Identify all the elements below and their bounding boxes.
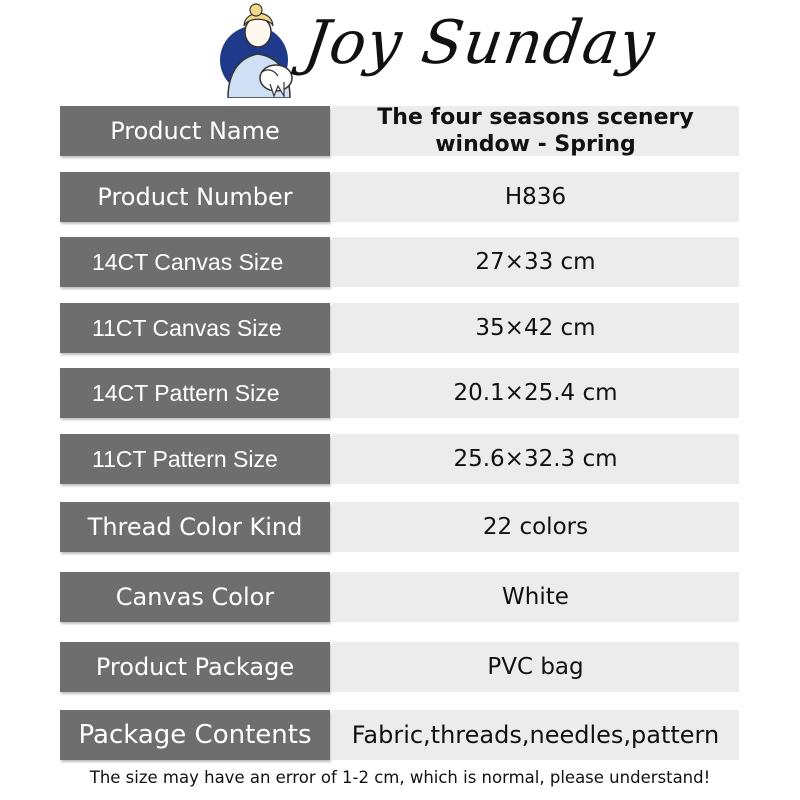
spec-label: 14CT Canvas Size: [60, 237, 330, 287]
embroidery-woman-logo-icon: [218, 2, 302, 98]
spec-row-14ct-pattern-size: [60, 368, 739, 418]
spec-value: PVC bag: [332, 642, 739, 692]
spec-row-product-number: [60, 172, 739, 222]
size-error-footnote: The size may have an error of 1-2 cm, which is normal, please understand!: [89, 768, 711, 787]
spec-value: 20.1×25.4 cm: [332, 368, 739, 418]
spec-label: Product Number: [60, 172, 330, 222]
spec-label: Thread Color Kind: [60, 502, 330, 552]
spec-value: White: [332, 572, 739, 622]
spec-label: 11CT Canvas Size: [60, 303, 330, 353]
spec-row-product-package: [60, 642, 739, 692]
spec-value: 22 colors: [332, 502, 739, 552]
spec-row-11ct-canvas-size: [60, 303, 739, 353]
spec-row-canvas-color: [60, 572, 739, 622]
spec-row-thread-color-kind: [60, 502, 739, 552]
spec-label: 14CT Pattern Size: [60, 368, 330, 418]
spec-label: Package Contents: [60, 710, 330, 760]
spec-label: Canvas Color: [60, 572, 330, 622]
spec-value: The four seasons scenery window - Spring: [332, 106, 739, 156]
spec-value: 27×33 cm: [332, 237, 739, 287]
spec-label: 11CT Pattern Size: [60, 434, 330, 484]
header: [0, 0, 800, 100]
spec-value: 35×42 cm: [332, 303, 739, 353]
spec-row-14ct-canvas-size: [60, 237, 739, 287]
spec-row-package-contents: [60, 710, 739, 760]
spec-label: Product Package: [60, 642, 330, 692]
spec-row-11ct-pattern-size: [60, 434, 739, 484]
spec-value: H836: [332, 172, 739, 222]
brand-wordmark: Joy Sunday: [300, 8, 660, 78]
spec-value: Fabric,threads,needles,pattern: [332, 710, 739, 760]
spec-row-product-name: [60, 106, 739, 156]
spec-label: Product Name: [60, 106, 330, 156]
spec-value: 25.6×32.3 cm: [332, 434, 739, 484]
